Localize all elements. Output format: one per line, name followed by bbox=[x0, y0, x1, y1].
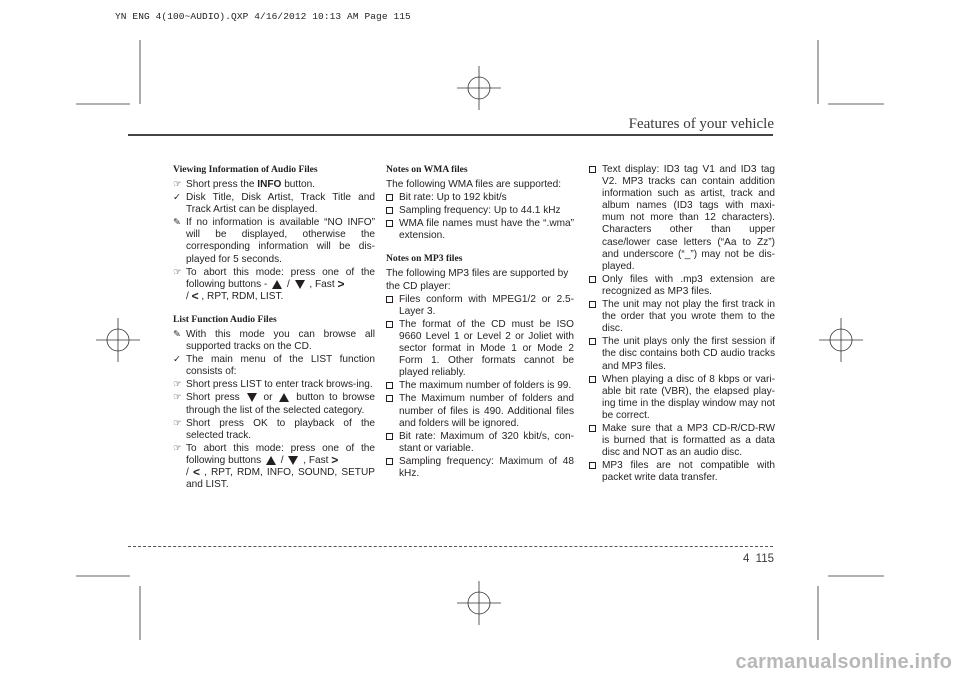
list-item bbox=[589, 423, 775, 459]
down-triangle-icon bbox=[247, 393, 257, 402]
item-text: Only files with .mp3 extension are recognized as MP3 files. bbox=[602, 273, 775, 297]
item-text: / bbox=[186, 466, 193, 478]
list-function-heading: List Function Audio Files bbox=[173, 313, 277, 325]
item-text: Bit rate: Maximum of 320 kbit/s, con-stant or variable. bbox=[399, 430, 574, 454]
list-item bbox=[589, 374, 775, 422]
print-slug: YN ENG 4(100~AUDIO).QXP 4/16/2012 10:13 AM Page 115 bbox=[115, 11, 411, 22]
down-triangle-icon bbox=[288, 456, 298, 465]
column-1 bbox=[173, 164, 375, 492]
wma-intro: The following WMA files are supported: bbox=[386, 179, 562, 190]
item-text: Short press LIST to enter track brows-ing. bbox=[186, 379, 373, 391]
right-chevron-icon: > bbox=[331, 453, 339, 468]
page-number bbox=[743, 553, 774, 565]
item-text: Sampling frequency: Maximum of 48 kHz. bbox=[399, 455, 574, 479]
item-text: / bbox=[284, 278, 293, 290]
item-text: , Fast bbox=[306, 278, 338, 290]
checkbox-icon bbox=[589, 166, 596, 173]
list-item bbox=[386, 205, 574, 217]
list-item bbox=[589, 299, 775, 335]
item-text: WMA file names must have the “.wma” extension. bbox=[399, 218, 574, 242]
hand-icon: ☞ bbox=[173, 179, 182, 190]
viewing-info-heading: Viewing Information of Audio Files bbox=[173, 164, 318, 175]
item-text: or bbox=[258, 392, 278, 404]
registration-target-bottom bbox=[457, 581, 501, 625]
item-text: The unit may not play the first track in the order that you wrote them to the disc. bbox=[602, 299, 775, 335]
check-icon: ✓ bbox=[173, 354, 181, 366]
column-3 bbox=[589, 164, 775, 485]
right-chevron-icon: > bbox=[337, 277, 345, 292]
hand-icon: ☞ bbox=[173, 417, 182, 429]
item-text: To abort this mode: press one of the following buttons - bbox=[186, 266, 375, 290]
item-text: Text display: ID3 tag V1 and ID3 tag V2. MP3 tracks can contain addition information such as artist, track and album names (ID3 tags with maxi-mum not more than 12 characters). Characters other than upper case/lower case letters (“Aa to Zz”) and underscore (“_”) may not be dis-played. bbox=[602, 164, 775, 272]
checkbox-icon bbox=[589, 425, 596, 432]
item-text: , Fast bbox=[300, 454, 332, 466]
item-text: If no information is available “NO INFO” will be displayed, otherwise the corresponding information will be dis-played for 5 seconds. bbox=[186, 217, 375, 265]
item-text: Files conform with MPEG1/2 or 2.5-Layer 3. bbox=[399, 293, 574, 317]
wma-heading: Notes on WMA files bbox=[386, 164, 468, 175]
footer-rule bbox=[128, 546, 773, 547]
registration-target-left bbox=[96, 318, 140, 362]
item-text: MP3 files are not compatible with packet write data transfer. bbox=[602, 460, 775, 484]
list-item bbox=[173, 192, 375, 216]
left-chevron-icon: < bbox=[192, 465, 200, 480]
list-item bbox=[589, 164, 775, 273]
checkbox-icon bbox=[386, 194, 393, 201]
up-triangle-icon bbox=[279, 393, 289, 402]
item-text: , RPT, RDM, LIST. bbox=[198, 290, 284, 302]
checkbox-icon bbox=[589, 276, 596, 283]
checkbox-icon bbox=[386, 382, 393, 389]
item-text: The unit plays only the first session if the disc contains both CD audio tracks and MP3 files. bbox=[602, 336, 775, 372]
list-item bbox=[173, 217, 375, 265]
up-triangle-icon bbox=[272, 280, 282, 289]
section-header: Features of your vehicle bbox=[628, 116, 774, 132]
item-text: Make sure that a MP3 CD-R/CD-RW is burned that is formatted as a data disc and NOT as an audio disc. bbox=[602, 422, 775, 459]
list-item bbox=[386, 319, 574, 379]
note-icon: ✎ bbox=[173, 217, 181, 229]
list-item bbox=[386, 192, 574, 204]
registration-target-top bbox=[457, 66, 501, 110]
list-item bbox=[589, 460, 775, 484]
column-2 bbox=[386, 164, 574, 481]
mp3-intro: The following MP3 files are supported by the CD player: bbox=[386, 268, 569, 292]
checkbox-icon bbox=[589, 462, 596, 469]
check-icon: ✓ bbox=[173, 192, 181, 204]
item-text: / bbox=[186, 290, 192, 302]
list-item bbox=[386, 218, 574, 242]
page-number-value: 115 bbox=[755, 553, 774, 565]
list-item bbox=[173, 329, 375, 353]
list-item bbox=[386, 380, 574, 392]
item-text: To abort this mode: press one of the following buttons bbox=[186, 442, 375, 466]
item-text: Short press bbox=[186, 392, 245, 404]
note-icon: ✎ bbox=[173, 328, 181, 340]
checkbox-icon bbox=[386, 220, 393, 227]
item-text: The Maximum number of folders and number of files is 490. Additional files and folders will be ignored. bbox=[399, 393, 574, 429]
list-item bbox=[386, 294, 574, 318]
list-item bbox=[173, 392, 375, 416]
list-item bbox=[589, 274, 775, 298]
down-triangle-icon bbox=[295, 280, 305, 289]
list-item bbox=[386, 456, 574, 480]
up-triangle-icon bbox=[266, 456, 276, 465]
list-item bbox=[386, 393, 574, 429]
hand-icon: ☞ bbox=[173, 392, 182, 404]
list-item bbox=[386, 431, 574, 455]
item-text: Disk Title, Disk Artist, Track Title and Track Artist can be displayed. bbox=[186, 192, 375, 216]
item-text: button. bbox=[281, 179, 316, 190]
checkbox-icon bbox=[386, 207, 393, 214]
left-chevron-icon: < bbox=[191, 289, 199, 304]
list-item bbox=[173, 379, 375, 391]
item-text: Short press the bbox=[186, 179, 258, 190]
checkbox-icon bbox=[386, 296, 393, 303]
mp3-heading: Notes on MP3 files bbox=[386, 253, 463, 265]
hand-icon: ☞ bbox=[173, 442, 182, 454]
item-text: The maximum number of folders is 99. bbox=[399, 380, 572, 392]
checkbox-icon bbox=[386, 395, 393, 402]
item-text: Sampling frequency: Up to 44.1 kHz bbox=[399, 205, 561, 217]
list-item bbox=[589, 336, 775, 372]
registration-target-right bbox=[819, 318, 863, 362]
header-rule bbox=[128, 134, 773, 136]
info-button-label: INFO bbox=[257, 179, 282, 190]
hand-icon: ☞ bbox=[173, 379, 182, 391]
item-text: / bbox=[278, 454, 287, 466]
list-item bbox=[173, 418, 375, 442]
list-item bbox=[173, 443, 375, 491]
checkbox-icon bbox=[386, 321, 393, 328]
item-text: The main menu of the LIST function consists of: bbox=[186, 354, 375, 378]
chapter-number: 4 bbox=[743, 553, 750, 565]
item-text: , RPT, RDM, INFO, SOUND, SETUP and LIST. bbox=[186, 466, 375, 491]
watermark: carmanualsonline.info bbox=[735, 651, 952, 673]
item-text: The format of the CD must be ISO 9660 Level 1 or Level 2 or Joliet with sector format in Mode 1 or Mode 2 Form 1. Other formats cannot be played reliably. bbox=[399, 318, 574, 379]
list-item bbox=[173, 179, 375, 191]
checkbox-icon bbox=[386, 433, 393, 440]
item-text: button to browse through the list of the selected category. bbox=[186, 392, 375, 416]
list-item bbox=[173, 267, 375, 303]
list-item bbox=[173, 354, 375, 378]
hand-icon: ☞ bbox=[173, 266, 182, 278]
checkbox-icon bbox=[386, 458, 393, 465]
checkbox-icon bbox=[589, 376, 596, 383]
item-text: With this mode you can browse all supported tracks on the CD. bbox=[186, 328, 375, 353]
checkbox-icon bbox=[589, 301, 596, 308]
item-text: Short press OK to playback of the selected track. bbox=[186, 417, 375, 441]
item-text: Bit rate: Up to 192 kbit/s bbox=[399, 192, 507, 204]
item-text: When playing a disc of 8 kbps or vari-able bit rate (VBR), the elapsed play-ing time in the display window may not be correct. bbox=[602, 373, 775, 421]
checkbox-icon bbox=[589, 338, 596, 345]
